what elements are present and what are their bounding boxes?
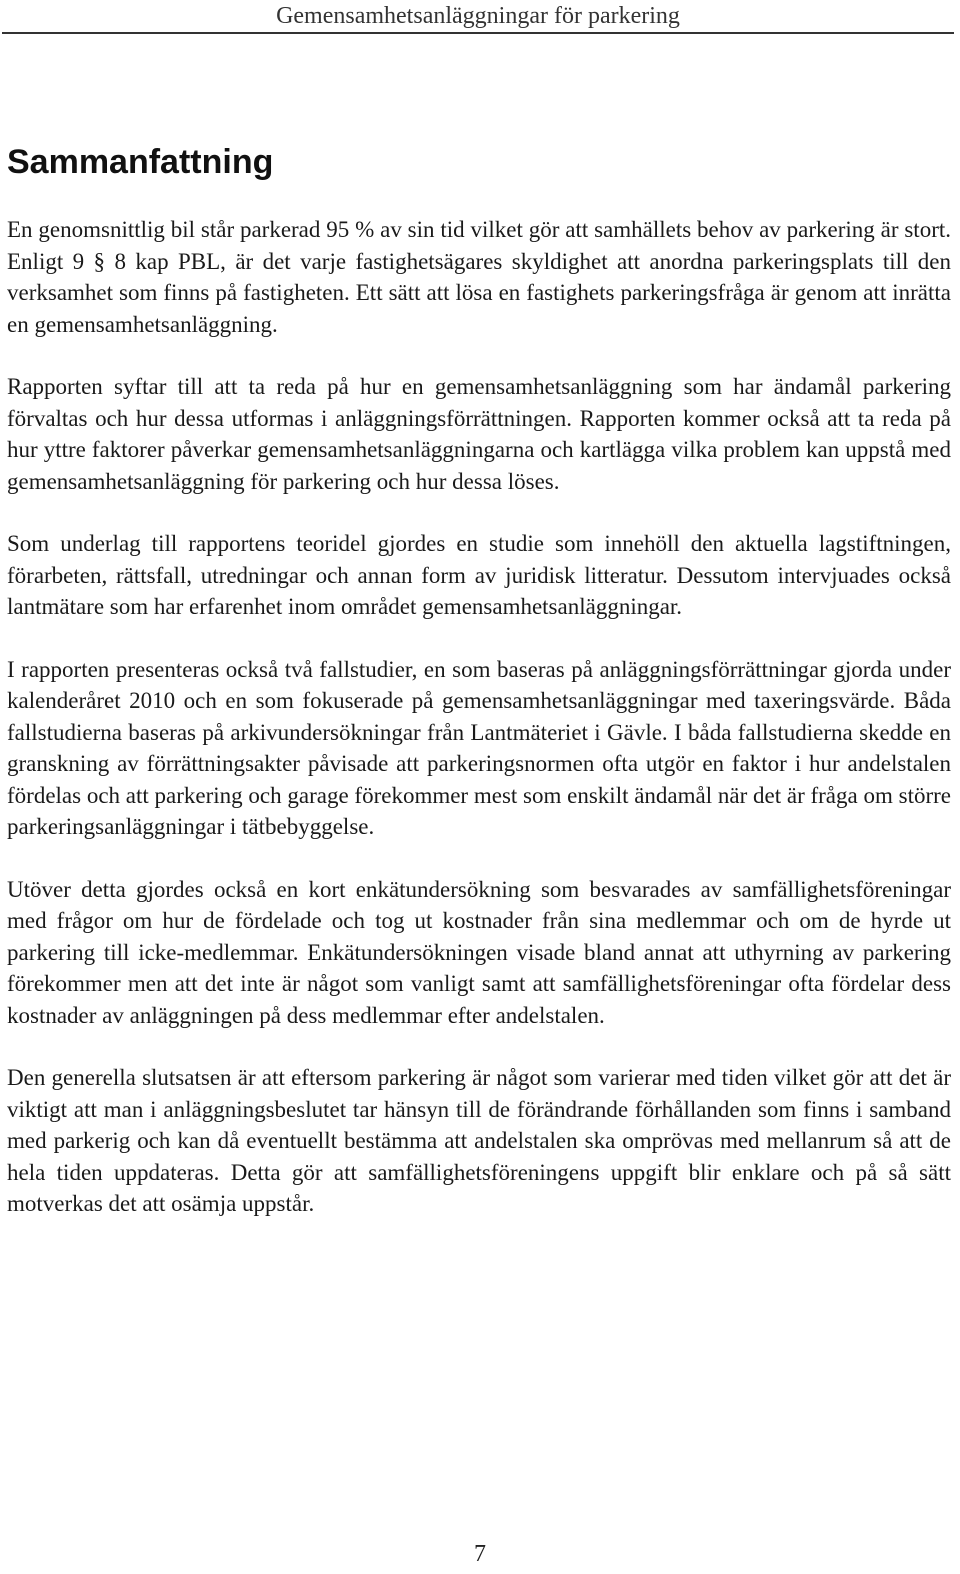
paragraph-4: I rapporten presenteras också två fallstudier, en som baseras på anläggningsförrättningar gjorda under kalenderåret 2010 och en som fokuserade på gemensamhetsanläggningar med taxeringsvärde. Båda fallstudierna baseras på arkivundersökningar från Lantmäteriet i Gävle. I båda fallstudierna skedde en granskning av förrättningsakter påvisade att parkeringsnormen ofta utgör en faktor i hur andelstalen fördelas och att parkering och garage förekommer mest som enskilt ändamål när det är fråga om större parkeringsanläggningar i tätbebyggelse. [7, 656, 951, 839]
page-number: 7 [474, 1541, 486, 1567]
paragraph-5: Utöver detta gjordes också en kort enkätundersökning som besvarades av samfällighetsföreningar med frågor om hur de fördelade och tog ut kostnader från sina medlemmar och om de hyrde ut parkering till icke-medlemmar. Enkätundersökningen visade bland annat att uthyrning av parkering förekommer men att det inte är något som vanligt samt att samfällighetsföreningar ofta fördelar dess kostnader av anläggningen på dess medlemmar efter andelstalen. [7, 876, 951, 1028]
paragraph-1: En genomsnittlig bil står parkerad 95 % av sin tid vilket gör att samhällets behov av parkering är stort. Enligt 9 § 8 kap PBL, är det varje fastighetsägares skyldighet att anordna parkeringsplats till den verksamhet som finns på fastigheten. Ett sätt att lösa en fastighets parkeringsfråga är genom att inrätta en gemensamhetsanläggning. [7, 217, 951, 337]
summary-body [7, 214, 951, 1251]
header-divider [2, 32, 954, 34]
running-header [0, 0, 960, 32]
running-header-title: Gemensamhetsanläggningar för parkering [276, 3, 680, 29]
paragraph-3: Som underlag till rapportens teoridel gjordes en studie som innehöll den aktuella lagstiftningen, förarbeten, rättsfall, utredningar och annan form av juridisk litteratur. Dessutom intervjuades också lantmätare som har erfarenhet inom området gemensamhetsanläggningar. [7, 531, 951, 619]
paragraph-6: Den generella slutsatsen är att eftersom parkering är något som varierar med tiden vilket gör att det är viktigt att man i anläggningsbeslutet tar hänsyn till de förändrande förhållanden som finns i samband med parkerig och kan då eventuellt bestämma att andelstalen ska omprövas med mellanrum så att de hela tiden uppdateras. Detta gör att samfällighetsföreningens uppgift blir enklare och på så sätt motverkas det att osämja uppstår. [7, 1065, 951, 1216]
section-heading: Sammanfattning [7, 143, 274, 181]
paragraph-2: Rapporten syftar till att ta reda på hur en gemensamhetsanläggning som har ändamål parkering förvaltas och hur dessa utformas i anläggningsförrättningen. Rapporten kommer också att ta reda på hur yttre faktorer påverkar gemensamhetsanläggningarna och kartlägga vilka problem kan uppstå med gemensamhetsanläggning för parkering och hur dessa löses. [7, 374, 951, 494]
